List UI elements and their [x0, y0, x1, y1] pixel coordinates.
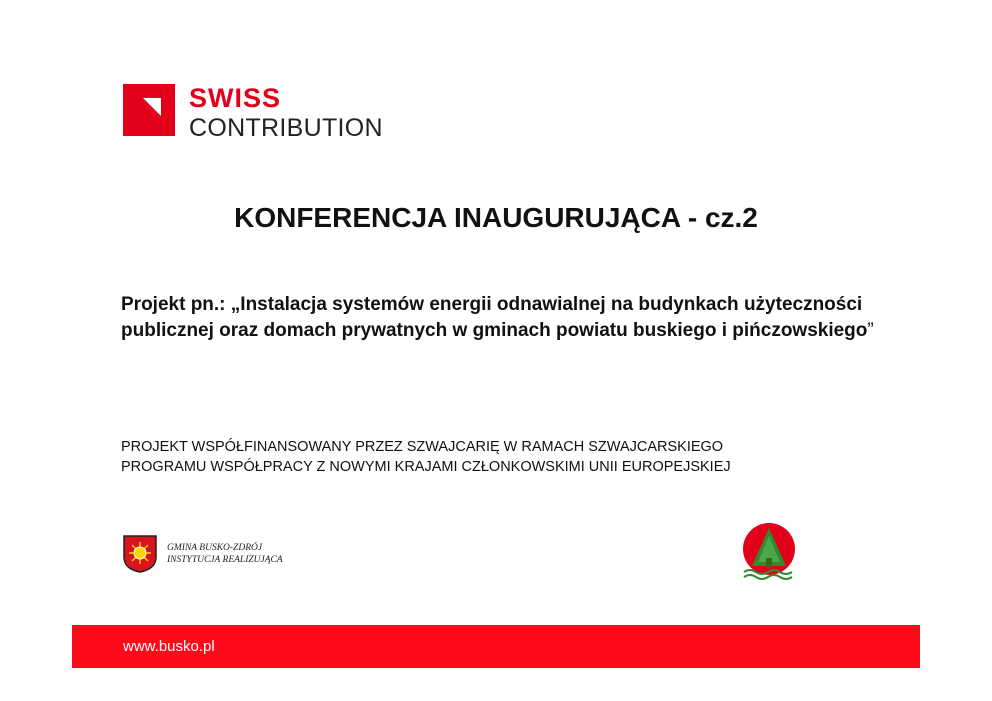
- gmina-line-1: GMINA BUSKO-ZDRÓJ: [167, 543, 263, 553]
- gmina-line-2: INSTYTUCJA REALIZUJĄCA: [167, 555, 283, 565]
- website-link[interactable]: www.busko.pl: [123, 638, 215, 655]
- cofinancing-line-1: PROJEKT WSPÓŁFINANSOWANY PRZEZ SZWAJCARIĘ W RAMACH SZWAJCARSKIEGO: [121, 439, 724, 455]
- gmina-label: [167, 542, 283, 566]
- cofinancing-statement: [121, 437, 881, 477]
- busko-zdroj-crest-icon: [123, 535, 157, 573]
- project-text: Projekt pn.: „Instalacja systemów energii odnawialnej na budynkach użyteczności publicznej oraz domach prywatnych w gminach powiatu buskiego i pińczowskiego: [121, 294, 868, 341]
- contribution-logo-text: CONTRIBUTION: [189, 114, 383, 142]
- page-title: KONFERENCJA INAUGURUJĄCA - cz.2: [234, 202, 758, 233]
- project-close-quote: ”: [867, 320, 874, 341]
- swiss-contribution-logo-icon: [123, 84, 175, 136]
- footer-bar: [72, 625, 920, 668]
- swiss-logo-text: SWISS: [189, 83, 282, 113]
- project-description: [121, 292, 881, 344]
- ponidzie-tree-logo-icon: [738, 522, 800, 584]
- cofinancing-line-2: PROGRAMU WSPÓŁPRACY Z NOWYMI KRAJAMI CZŁONKOWSKIMI UNII EUROPEJSKIEJ: [121, 459, 731, 475]
